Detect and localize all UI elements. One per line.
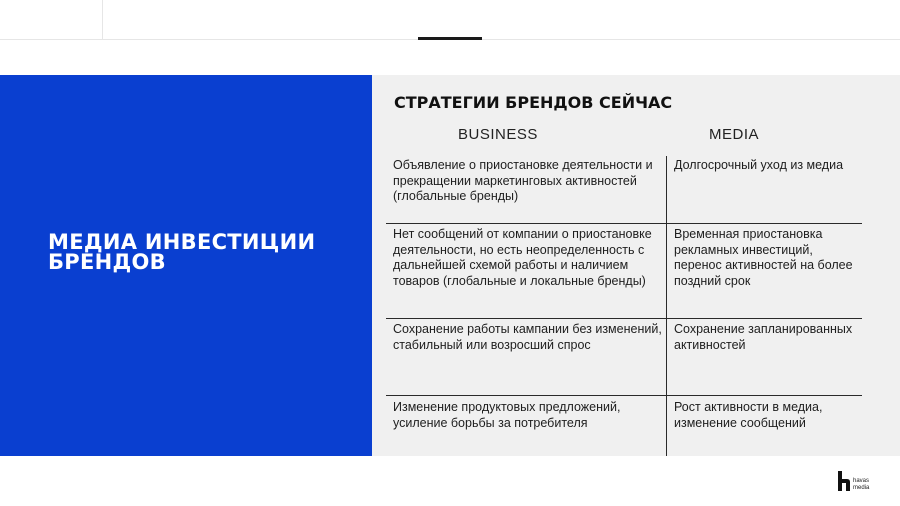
row-divider [386, 318, 862, 319]
table-cell-media: Рост активности в медиа, изменение сообщений [674, 400, 823, 430]
table-cell-media: Временная приостановка рекламных инвестиций, перенос активностей на более поздний срок [674, 227, 853, 288]
column-header-media: MEDIA [709, 126, 760, 143]
table-cell-business: Изменение продуктовых предложений, усиление борьбы за потребителя [393, 400, 621, 430]
row-divider [386, 223, 862, 224]
strategy-title: СТРАТЕГИИ БРЕНДОВ СЕЙЧАС [394, 93, 673, 112]
table-cell-business: Нет сообщений от компании о приостановке деятельности, но есть неопределенность с дальнейшей схемой работы и наличием товаров (глобальные и локальные бренды) [393, 227, 652, 288]
slide-indicator [418, 37, 482, 40]
row-divider [386, 395, 862, 396]
logo-line-1: havas [853, 478, 870, 484]
header-divider [102, 0, 103, 39]
slide-title: МЕДИА ИНВЕСТИЦИИ БРЕНДОВ [48, 230, 316, 274]
column-header-business: BUSINESS [458, 126, 538, 143]
logo-line-2: media [853, 484, 870, 491]
column-divider [666, 156, 667, 456]
table-cell-business: Объявление о приостановке деятельности и прекращении маркетинговых активностей (глобальные бренды) [393, 158, 653, 203]
logo-text [853, 478, 869, 491]
table-cell-business: Сохранение работы кампании без изменений, стабильный или возросший спрос [393, 322, 662, 352]
table-cell-media: Долгосрочный уход из медиа [674, 158, 844, 172]
table-cell-media: Сохранение запланированных активностей [674, 322, 853, 352]
havas-media-logo [838, 471, 888, 493]
havas-h-icon [838, 471, 850, 491]
